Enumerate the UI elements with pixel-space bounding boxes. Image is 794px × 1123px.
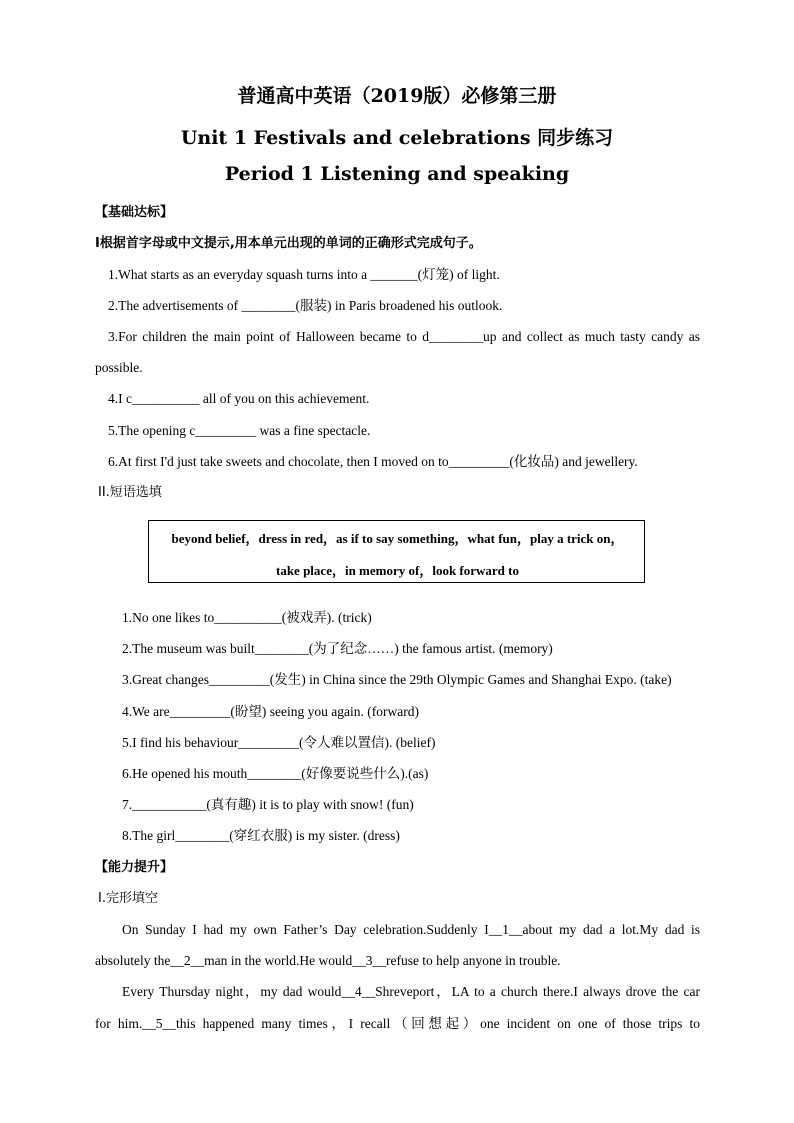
exercise-item: 1.What starts as an everyday squash turns into a _______(灯笼) of light.	[108, 267, 500, 282]
phrase-item: 3.Great changes_________(发生) in China since the 29th Olympic Games and Shanghai Expo. (take)	[122, 672, 672, 687]
exercise-item: 5.The opening c_________ was a fine spectacle.	[108, 423, 371, 438]
exercise-item-continued: possible.	[95, 360, 143, 375]
phrase-item: 1.No one likes to__________(被戏弄). (trick)	[122, 610, 372, 625]
exercise-item: 6.At first I'd just take sweets and chocolate, then I moved on to_________(化妆品) and jewellery.	[108, 454, 638, 469]
phrase-box-line: take place，in memory of，look forward to	[276, 563, 519, 578]
phrase-item: 8.The girl________(穿红衣服) is my sister. (dress)	[122, 828, 400, 843]
part1-instruction: I根据首字母或中文提示,用本单元出现的单词的正确形式完成句子。	[95, 236, 482, 251]
section-heading-advanced: 【能力提升】	[95, 860, 174, 875]
cloze-heading: Ⅰ.完形填空	[98, 891, 158, 906]
passage-line: for him.__5__this happened many times，I recall（回想起）one incident on one of those trips to	[95, 1016, 700, 1031]
document-title: 普通高中英语（2019版）必修第三册	[237, 85, 557, 107]
passage-line: absolutely the__2__man in the world.He would__3__refuse to help anyone in trouble.	[95, 953, 561, 968]
exercise-item: 2.The advertisements of ________(服装) in Paris broadened his outlook.	[108, 298, 503, 313]
unit-title: Unit 1 Festivals and celebrations 同步练习	[180, 127, 614, 149]
phrase-box	[148, 520, 645, 583]
part2-heading: II.短语选填	[98, 485, 162, 500]
phrase-box-line: beyond belief，dress in red，as if to say something，what fun，play a trick on，	[171, 531, 624, 546]
exercise-item: 3.For children the main point of Halloween became to d________up and collect as much tasty candy as	[108, 329, 700, 344]
section-heading-basic: 【基础达标】	[95, 205, 174, 220]
period-title: Period 1 Listening and speaking	[224, 163, 570, 185]
passage-line: Every Thursday night，my dad would__4__Shreveport，LA to a church there.I always drove the car	[122, 984, 700, 999]
phrase-item: 6.He opened his mouth________(好像要说些什么).(as)	[122, 766, 429, 781]
phrase-item: 7.___________(真有趣) it is to play with snow! (fun)	[122, 797, 414, 812]
phrase-item: 2.The museum was built________(为了纪念……) the famous artist. (memory)	[122, 641, 553, 656]
phrase-item: 5.I find his behaviour_________(令人难以置信). (belief)	[122, 735, 436, 750]
passage-line: On Sunday I had my own Father’s Day celebration.Suddenly I__1__about my dad a lot.My dad is	[122, 922, 700, 937]
exercise-item: 4.I c__________ all of you on this achievement.	[108, 391, 370, 406]
phrase-item: 4.We are_________(盼望) seeing you again. (forward)	[122, 704, 419, 719]
